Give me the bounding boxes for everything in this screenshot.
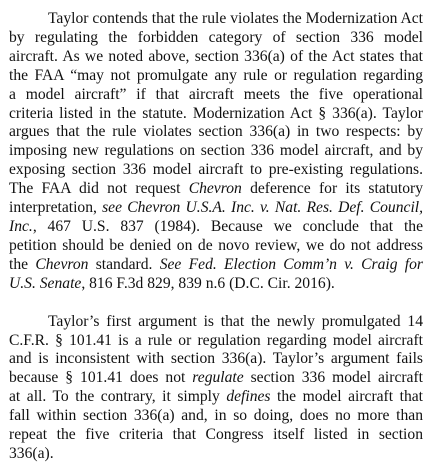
italic-text-run: Chevron — [35, 255, 89, 273]
text-line — [9, 388, 423, 407]
text-line — [9, 237, 423, 256]
text-line — [9, 180, 423, 199]
text-run: argues that the rule violates section 336(a) in two respects: by — [9, 123, 423, 141]
text-line — [9, 67, 423, 86]
text-run: section 336 model aircraft — [243, 369, 424, 387]
text-run: , 467 U.S. 837 (1984). Because we conclude that the — [32, 217, 423, 235]
text-line — [9, 218, 423, 237]
italic-text-run: Inc. — [9, 217, 33, 235]
text-run: the model aircraft that — [270, 388, 423, 406]
text-line — [9, 29, 423, 48]
text-run: exposing section 336 model aircraft to pre-existing regulations. — [9, 161, 423, 179]
text-line — [9, 407, 423, 426]
italic-text-run: regulate — [192, 369, 244, 387]
text-run: , 816 F.3d 829, 839 n.6 (D.C. Cir. 2016). — [81, 274, 335, 292]
text-line — [9, 445, 423, 464]
text-line — [9, 332, 423, 351]
text-run: by regulating the forbidden category of section 336 model — [9, 28, 423, 46]
text-run: criteria listed in the statute. Modernization Act § 336(a). Taylor — [9, 104, 423, 122]
text-line — [9, 161, 423, 180]
italic-text-run: see Chevron U.S.A. Inc. v. Nat. Res. Def. Council, — [102, 199, 424, 217]
text-line — [9, 142, 423, 161]
text-line — [9, 275, 423, 294]
paragraph — [9, 313, 423, 464]
text-line — [9, 86, 423, 105]
text-run: repeat the five criteria that Congress itself listed in section — [9, 426, 423, 444]
text-line — [9, 10, 423, 29]
text-line — [9, 48, 423, 67]
text-run: because § 101.41 does not — [9, 369, 193, 387]
text-run: Taylor’s first argument is that the newly promulgated 14 — [48, 312, 423, 330]
text-run: Taylor contends that the rule violates the Modernization Act — [48, 10, 423, 27]
text-line — [9, 426, 423, 445]
text-run: a model aircraft” if that aircraft meets the five operational — [9, 85, 423, 103]
text-line — [9, 369, 423, 388]
paragraph — [9, 10, 423, 294]
text-run: The FAA did not request — [9, 180, 189, 198]
text-run: petition should be denied on de novo review, we do not address — [9, 236, 423, 254]
text-run: interpretation, — [9, 199, 103, 217]
text-line — [9, 105, 423, 124]
italic-text-run: defines — [226, 388, 271, 406]
text-line — [9, 313, 423, 332]
text-line — [9, 199, 423, 218]
text-line — [9, 123, 423, 142]
text-run: and is inconsistent with section 336(a). Taylor’s argument fails — [9, 350, 423, 368]
text-run: imposing new regulations on section 336 model aircraft, and by — [9, 142, 423, 160]
italic-text-run: See Fed. Election Comm’n v. Craig for — [159, 255, 424, 273]
text-run: standard. — [88, 255, 160, 273]
text-run: C.F.R. § 101.41 is a rule or regulation regarding model aircraft — [9, 331, 423, 349]
text-line — [9, 256, 423, 275]
text-run: aircraft. As we noted above, section 336(a) of the Act states that — [9, 47, 423, 65]
text-run: 336(a). — [9, 444, 54, 462]
text-run: the — [9, 255, 36, 273]
italic-text-run: U.S. Senate — [9, 274, 82, 292]
text-run: deference for its statutory — [241, 180, 423, 198]
text-line — [9, 350, 423, 369]
text-run: the FAA “may not promulgate any rule or regulation regarding — [9, 66, 423, 84]
text-run: fall within section 336(a) and, in so doing, does no more than — [9, 407, 423, 425]
italic-text-run: Chevron — [188, 180, 242, 198]
text-run: at all. To the contrary, it simply — [9, 388, 227, 406]
